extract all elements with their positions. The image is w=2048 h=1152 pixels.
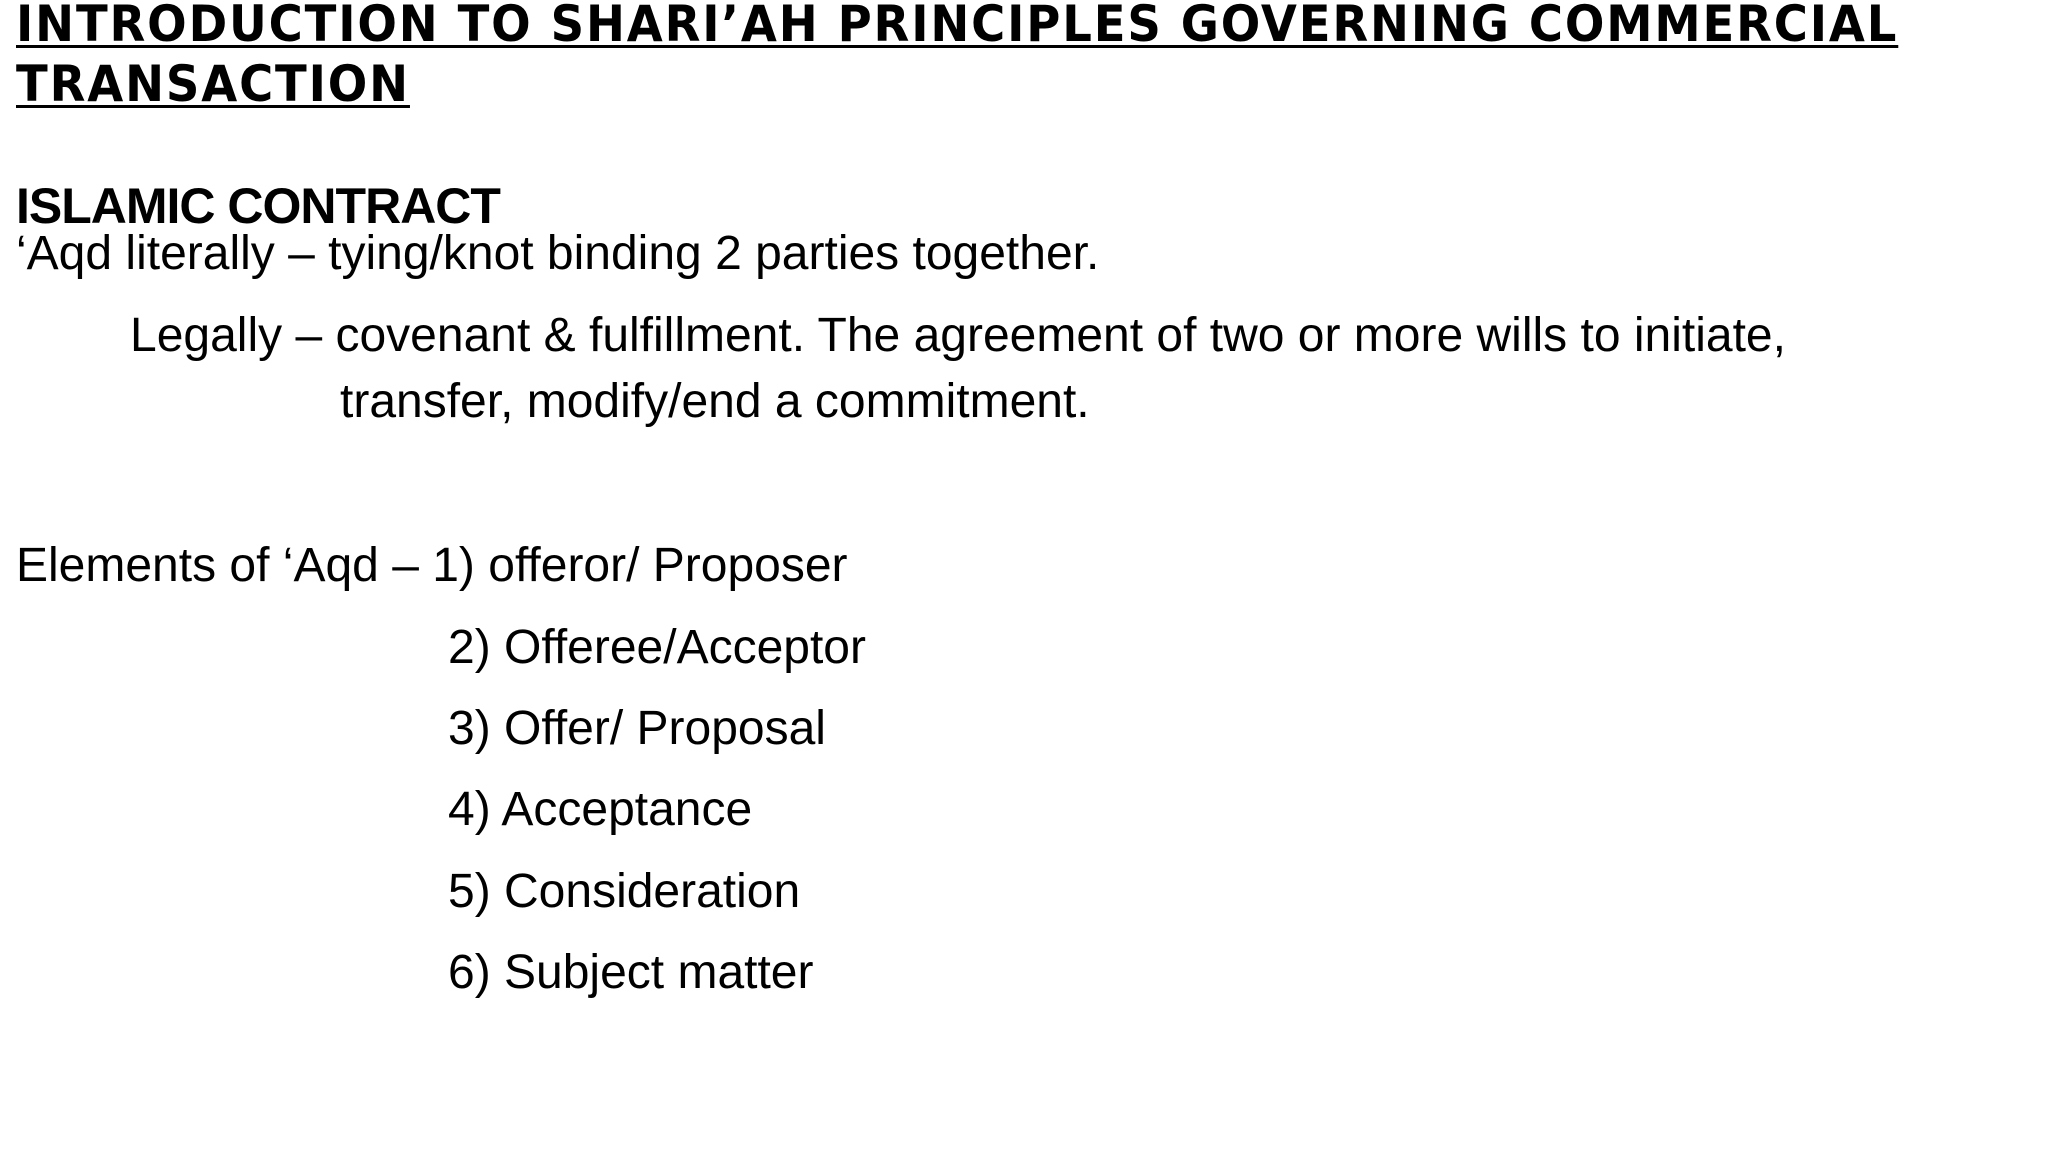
definition-legal-line-1: Legally – covenant & fulfillment. The agreement of two or more wills to initiate, <box>130 309 1786 362</box>
element-item: 2) Offeree/Acceptor <box>448 621 866 674</box>
elements-intro: Elements of ‘Aqd – 1) offeror/ Proposer <box>16 539 848 592</box>
definition-legal-line-2: transfer, modify/end a commitment. <box>340 375 1090 428</box>
section-heading: ISLAMIC CONTRACT <box>16 178 500 234</box>
element-item: 4) Acceptance <box>448 783 753 836</box>
slide-title-line-1: INTRODUCTION TO SHARI’AH PRINCIPLES GOVERNING COMMERCIAL <box>16 0 1899 53</box>
slide-title-line-2: TRANSACTION <box>16 55 410 113</box>
element-item: 3) Offer/ Proposal <box>448 702 826 755</box>
definition-literal: ‘Aqd literally – tying/knot binding 2 parties together. <box>16 227 1100 280</box>
element-item: 6) Subject matter <box>448 946 814 999</box>
element-item: 5) Consideration <box>448 865 801 918</box>
